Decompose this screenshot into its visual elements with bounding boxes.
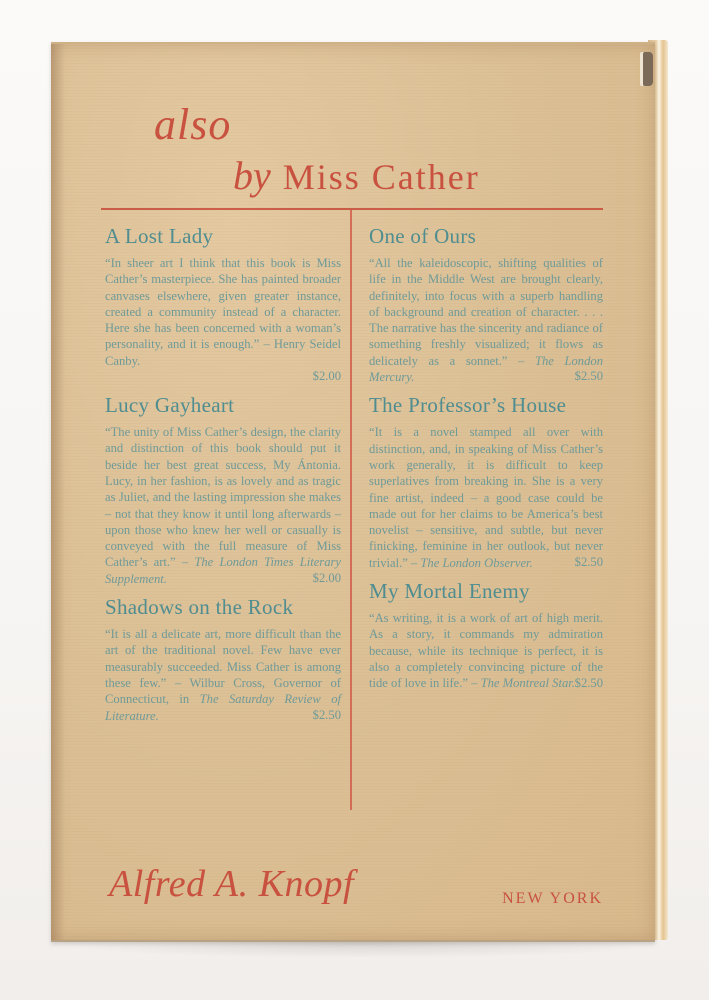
book-title: The Professor’s House: [369, 393, 567, 418]
publisher-footer: [109, 862, 605, 906]
review-text: “In sheer art I think that this book is Miss Cather’s masterpiece. She has painted broader canvases elsewhere, given greater instance, created a community instead of a character. Here she has been concerned with a woman’s personality, and it is enough.” – Henry Seidel Canby.: [105, 256, 341, 368]
book-title: One of Ours: [369, 224, 477, 248]
book-entry-my-mortal-enemy: [369, 579, 603, 690]
book-price: $2.50: [574, 369, 603, 384]
review-text: “As writing, it is a work of art of high merit. As a story, it commands my admiration because, while its technique is perfect, it is also a completely convincing picture of the tide of love in life.” –: [369, 611, 603, 691]
book-review: [105, 255, 341, 369]
book-title: Shadows on the Rock: [105, 595, 294, 620]
left-column: [105, 224, 341, 732]
book-entry-the-professors-house: [369, 393, 603, 570]
heading-author: Miss Cather: [282, 157, 480, 197]
book-price: $2.50: [574, 675, 603, 690]
book-title: A Lost Lady: [105, 224, 214, 248]
book-title: Lucy Gayheart: [105, 393, 235, 418]
column-divider: [350, 210, 352, 810]
review-source: The Montreal Star.: [480, 676, 575, 691]
review-text: “It is all a delicate art, more difficult than the art of the traditional novel. Few have ever measurably succeeded. Miss Cather is among these few.” – Wilbur Cross, Governor of Connecticut, in: [105, 627, 341, 707]
book-entry-shadows-on-the-rock: [105, 595, 341, 723]
heading-by-line: [233, 152, 480, 199]
book-entry-lucy-gayheart: [105, 393, 341, 586]
book-entry-one-of-ours: [369, 224, 603, 384]
book-review: [105, 424, 341, 587]
review-text: “The unity of Miss Cather’s design, the clarity and distinction of this book should put it beside her best great success, My Ántonia. Lucy, in her fashion, is as lovely and as tragic as Juliet, and the lasting impression she makes – not that they know it until long afterwards – upon those who knew her well or casually is conveyed with the full measure of Miss Cather’s art.” –: [105, 425, 341, 570]
book-review: [369, 610, 603, 691]
review-text: “It is a novel stamped all over with distinction, and, in speaking of Miss Cather’s work generally, it is difficult to keep superlatives from breaking in. She is a very fine artist, indeed – a good case could be made out for her claims to be America’s best novelist – sensitive, and subtle, but never finicking, feminine in her outlook, but never trivial.” –: [369, 425, 603, 570]
book-price: $2.00: [312, 571, 341, 586]
book-review: [369, 424, 603, 571]
review-source: The Saturday Review of Literature.: [105, 692, 342, 723]
heading-by: by: [233, 153, 271, 198]
book-price: $2.50: [312, 707, 341, 722]
review-source: The London Mercury.: [369, 353, 603, 385]
review-source: The London Times Literary Supplement.: [105, 555, 341, 586]
book-review: [369, 255, 603, 385]
right-column: [369, 224, 603, 700]
book-jacket-back-cover: [51, 42, 655, 942]
review-source: The London Observer.: [420, 555, 533, 570]
book-price: $2.50: [574, 555, 603, 570]
publisher-name: Alfred A. Knopf: [109, 863, 354, 905]
book-title: My Mortal Enemy: [369, 579, 530, 604]
book-entry-a-lost-lady: [105, 224, 341, 384]
heading-also: also: [154, 100, 232, 149]
jacket-tear: [643, 52, 653, 86]
book-price: $2.00: [312, 369, 341, 384]
publisher-city: NEW YORK: [502, 890, 603, 907]
horizontal-divider: [101, 208, 603, 210]
review-text: “All the kaleidoscopic, shifting qualities of life in the Middle West are brought clearly, definitely, into focus with a superb handling of background and creation of character. . . . The narrative has the sincerity and radiance of something freshly visualized; it flows as delicately as a sonnet.” –: [369, 256, 603, 368]
